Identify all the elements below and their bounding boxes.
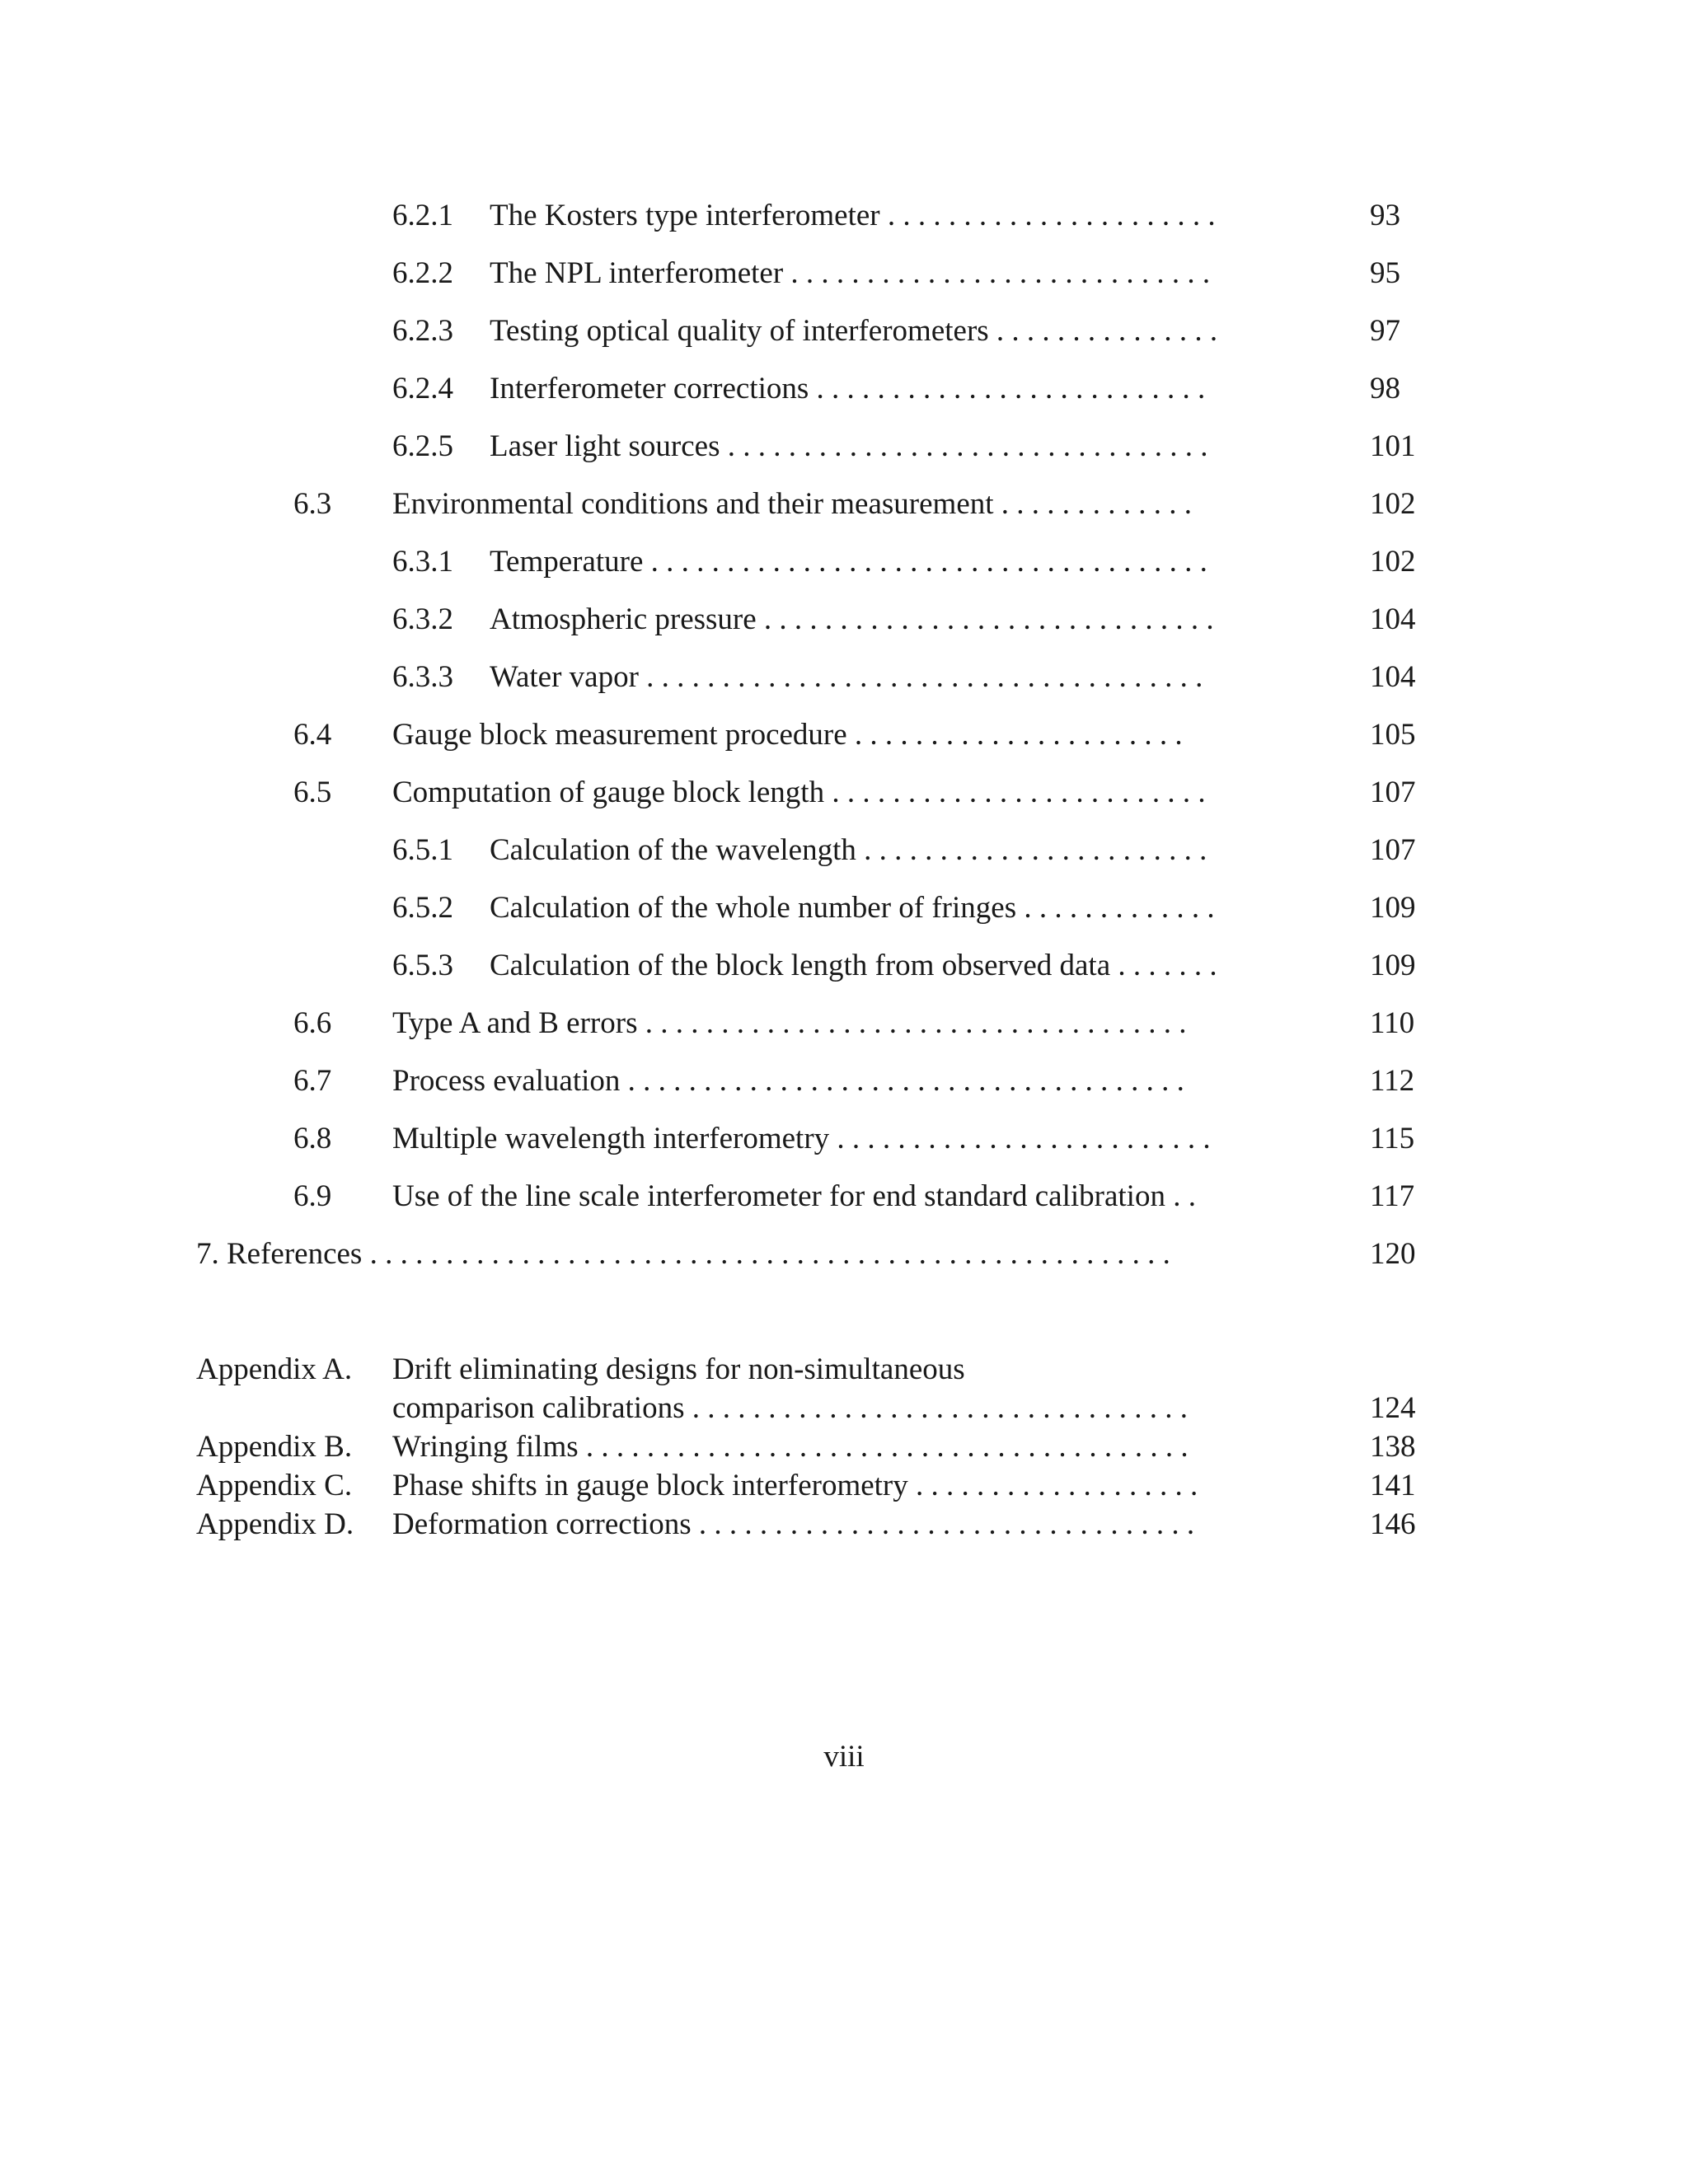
entry-page: 102 [1370, 545, 1416, 579]
entry-page: 105 [1370, 718, 1416, 752]
entry-title: The Kosters type interferometer . . . . . . . . . . . . . . . . . . . . . . [490, 199, 1216, 232]
entry-title: Gauge block measurement procedure . . . . . . . . . . . . . . . . . . . . . . [392, 718, 1183, 752]
entry-number: 6.3.1 [392, 545, 453, 579]
entry-title: Temperature . . . . . . . . . . . . . . . . . . . . . . . . . . . . . . . . . . . . . [490, 545, 1207, 579]
entry-page: 101 [1370, 429, 1416, 463]
entry-page: 104 [1370, 660, 1416, 694]
entry-number: 6.5.2 [392, 891, 453, 925]
appendix-label: Appendix B. [196, 1430, 353, 1464]
entry-number: 6.4 [293, 718, 332, 752]
entry-page: 109 [1370, 891, 1416, 925]
entry-page: 104 [1370, 602, 1416, 636]
entry-page: 117 [1370, 1179, 1415, 1213]
entry-number: 6.3 [293, 487, 332, 521]
appendix-title-line1: Drift eliminating designs for non-simultaneous [392, 1352, 965, 1386]
appendix-label: Appendix C. [196, 1469, 353, 1502]
entry-number: 6.2.1 [392, 199, 453, 232]
entry-page: 102 [1370, 487, 1416, 521]
appendix-page: 124 [1370, 1391, 1416, 1425]
entry-page: 93 [1370, 199, 1400, 232]
entry-page: 107 [1370, 833, 1416, 867]
entry-title: Interferometer corrections . . . . . . . . . . . . . . . . . . . . . . . . . . [490, 372, 1206, 405]
entry-number: 6.3.2 [392, 602, 453, 636]
entry-page: 115 [1370, 1122, 1415, 1155]
entry-title: Use of the line scale interferometer for end standard calibration . . [392, 1179, 1196, 1213]
entry-page: 97 [1370, 314, 1400, 348]
entry-number: 6.2.5 [392, 429, 453, 463]
entry-title: Testing optical quality of interferometers . . . . . . . . . . . . . . . [490, 314, 1218, 348]
appendix-page: 146 [1370, 1507, 1416, 1541]
entry-number: 6.2.3 [392, 314, 453, 348]
entry-title: The NPL interferometer . . . . . . . . . . . . . . . . . . . . . . . . . . . . [490, 256, 1211, 290]
appendix-label: Appendix A. [196, 1352, 353, 1386]
entry-page: 98 [1370, 372, 1400, 405]
entry-number: 6.9 [293, 1179, 332, 1213]
appendix-title: Phase shifts in gauge block interferometry . . . . . . . . . . . . . . . . . . . [392, 1469, 1198, 1502]
entry-title: Calculation of the block length from observed data . . . . . . . [490, 949, 1217, 982]
entry-title: 7. References . . . . . . . . . . . . . . . . . . . . . . . . . . . . . . . . . . . . . . . . . . . . . . . . . . . . . [196, 1237, 1170, 1271]
appendix-title: Wringing films . . . . . . . . . . . . . . . . . . . . . . . . . . . . . . . . . . . . . . . . [392, 1430, 1189, 1464]
appendix-page: 141 [1370, 1469, 1416, 1502]
appendix-page: 138 [1370, 1430, 1416, 1464]
entry-number: 6.5.3 [392, 949, 453, 982]
entry-page: 109 [1370, 949, 1416, 982]
entry-title: Laser light sources . . . . . . . . . . . . . . . . . . . . . . . . . . . . . . . . [490, 429, 1208, 463]
entry-title: Environmental conditions and their measurement . . . . . . . . . . . . . [392, 487, 1193, 521]
appendix-label: Appendix D. [196, 1507, 354, 1541]
entry-page: 110 [1370, 1006, 1415, 1040]
entry-title: Calculation of the whole number of fringes . . . . . . . . . . . . . [490, 891, 1215, 925]
entry-page: 95 [1370, 256, 1400, 290]
entry-page: 112 [1370, 1064, 1415, 1098]
entry-page: 120 [1370, 1237, 1416, 1271]
entry-number: 6.3.3 [392, 660, 453, 694]
entry-title: Computation of gauge block length . . . . . . . . . . . . . . . . . . . . . . . . . [392, 776, 1206, 809]
entry-title: Atmospheric pressure . . . . . . . . . . . . . . . . . . . . . . . . . . . . . . [490, 602, 1214, 636]
entry-number: 6.2.4 [392, 372, 453, 405]
entry-page: 107 [1370, 776, 1416, 809]
entry-number: 6.6 [293, 1006, 332, 1040]
entry-number: 6.8 [293, 1122, 332, 1155]
entry-title: Type A and B errors . . . . . . . . . . . . . . . . . . . . . . . . . . . . . . . . . . . . [392, 1006, 1187, 1040]
appendix-title-line2: comparison calibrations . . . . . . . . . . . . . . . . . . . . . . . . . . . . . . . . . [392, 1391, 1188, 1425]
entry-title: Calculation of the wavelength . . . . . . . . . . . . . . . . . . . . . . . [490, 833, 1207, 867]
entry-number: 6.7 [293, 1064, 332, 1098]
page-number-footer: viii [823, 1740, 865, 1774]
entry-number: 6.5 [293, 776, 332, 809]
entry-number: 6.5.1 [392, 833, 453, 867]
entry-title: Water vapor . . . . . . . . . . . . . . . . . . . . . . . . . . . . . . . . . . . . . [490, 660, 1203, 694]
entry-number: 6.2.2 [392, 256, 453, 290]
entry-title: Process evaluation . . . . . . . . . . . . . . . . . . . . . . . . . . . . . . . . . . . . . [392, 1064, 1184, 1098]
appendix-title: Deformation corrections . . . . . . . . . . . . . . . . . . . . . . . . . . . . . . . . . [392, 1507, 1195, 1541]
entry-title: Multiple wavelength interferometry . . . . . . . . . . . . . . . . . . . . . . . . . [392, 1122, 1211, 1155]
